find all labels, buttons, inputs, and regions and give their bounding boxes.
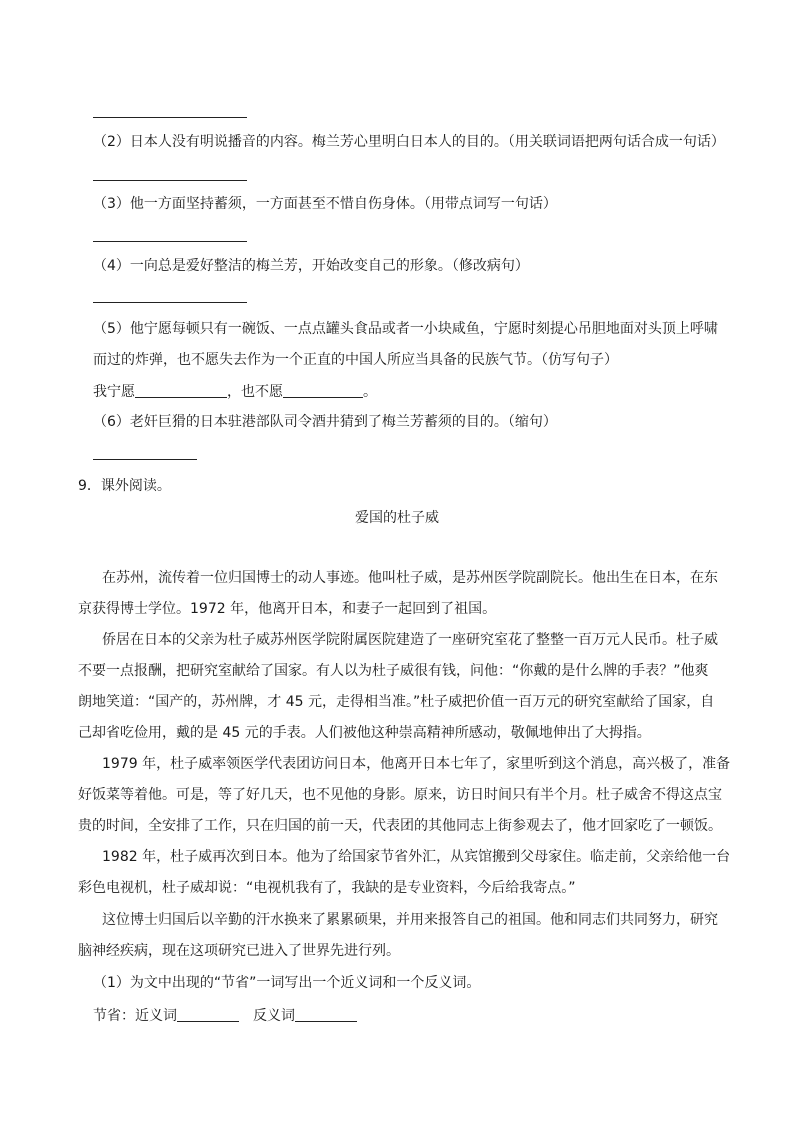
passage-line: 京获得博士学位。1972 年，他离开日本，和妻子一起回到了祖国。: [78, 601, 497, 617]
passage-line: 贵的时间，全安排了工作，只在归国的前一天，代表团的其他同志上街参观去了，他才回家吃了一顿饭。: [78, 818, 722, 834]
passage-line: 1979 年，杜子威率领医学代表团访问日本，他离开日本七年了，家里听到这个消息，高兴极了，准备: [102, 756, 731, 772]
answer-line-q3[interactable]: [93, 241, 247, 242]
fill-blank-1[interactable]: [135, 381, 227, 398]
passage-line: 己却省吃俭用，戴的是 45 元的手表。人们被他这种崇高精神所感动，敬佩地伸出了大拇指。: [78, 725, 651, 741]
antonym-label: 反义词: [253, 1008, 295, 1024]
answer-line-q6[interactable]: [93, 459, 197, 460]
passage-line: 侨居在日本的父亲为杜子威苏州医学院附属医院建造了一座研究室花了整整一百万元人民币。杜子威: [102, 632, 718, 648]
passage-line: 好饭菜等着他。可是，等了好几天，也不见他的身影。原来，访日时间只有半个月。杜子威舍不得这点宝: [78, 787, 722, 803]
question-6: （6）老奸巨猾的日本驻港部队司令酒井猜到了梅兰芳蓄须的目的。（缩句）: [93, 414, 557, 430]
fill-suffix: 。: [363, 384, 377, 400]
question-5-line-2: 而过的炸弹，也不愿失去作为一个正直的中国人所应当具备的民族气节。（仿写句子）: [93, 352, 618, 368]
fill-middle: ，也不愿: [227, 384, 283, 400]
passage-title: 爱国的杜子威: [355, 510, 439, 526]
question-9-1: （1）为文中出现的“节省”一词写出一个近义词和一个反义词。: [93, 975, 481, 991]
synonym-label: 节省：近义词: [93, 1008, 177, 1024]
question-3: （3）他一方面坚持蓄须，一方面甚至不惜自伤身体。（用带点词写一句话）: [93, 196, 557, 212]
passage-line: 1982 年，杜子威再次到日本。他为了给国家节省外汇，从宾馆搬到父母家住。临走前，父亲给他一台: [102, 849, 731, 865]
question-9-1-fill: [93, 1005, 357, 1026]
answer-line-q2[interactable]: [93, 180, 247, 181]
passage-line: 不要一点报酬，把研究室献给了国家。有人以为杜子威很有钱，问他：“你戴的是什么牌的手表？”他爽: [78, 663, 709, 679]
question-5-line-1: （5）他宁愿每顿只有一碗饭、一点点罐头食品或者一小块咸鱼，宁愿时刻提心吊胆地面对头顶上呼啸: [93, 321, 718, 337]
question-4: （4）一向总是爱好整洁的梅兰芳，开始改变自己的形象。（修改病句）: [93, 258, 529, 274]
question-5-fill: [93, 381, 377, 402]
passage-line: 朗地笑道：“国产的，苏州牌，才 45 元，走得相当准。”杜子威把价值一百万元的研究室献给了国家，自: [78, 694, 715, 710]
answer-line-q4[interactable]: [93, 302, 247, 303]
passage-line: 彩色电视机，杜子威却说：“电视机我有了，我缺的是专业资料，今后给我寄点。”: [78, 880, 576, 896]
fill-prefix: 我宁愿: [93, 384, 135, 400]
passage-line: 脑神经疾病，现在这项研究已进入了世界先进行列。: [78, 943, 400, 959]
answer-line-q1[interactable]: [93, 117, 247, 118]
synonym-blank[interactable]: [177, 1005, 239, 1022]
passage-line: 在苏州，流传着一位归国博士的动人事迹。他叫杜子威，是苏州医学院副院长。他出生在日本，在东: [102, 570, 718, 586]
question-9-heading: 9．课外阅读。: [78, 478, 171, 494]
fill-blank-2[interactable]: [283, 381, 363, 398]
question-2: （2）日本人没有明说播音的内容。梅兰芳心里明白日本人的目的。（用关联词语把两句话合成一句话）: [93, 134, 725, 150]
passage-line: 这位博士归国后以辛勤的汗水换来了累累硕果，并用来报答自己的祖国。他和同志们共同努力，研究: [102, 912, 718, 928]
antonym-blank[interactable]: [295, 1005, 357, 1022]
